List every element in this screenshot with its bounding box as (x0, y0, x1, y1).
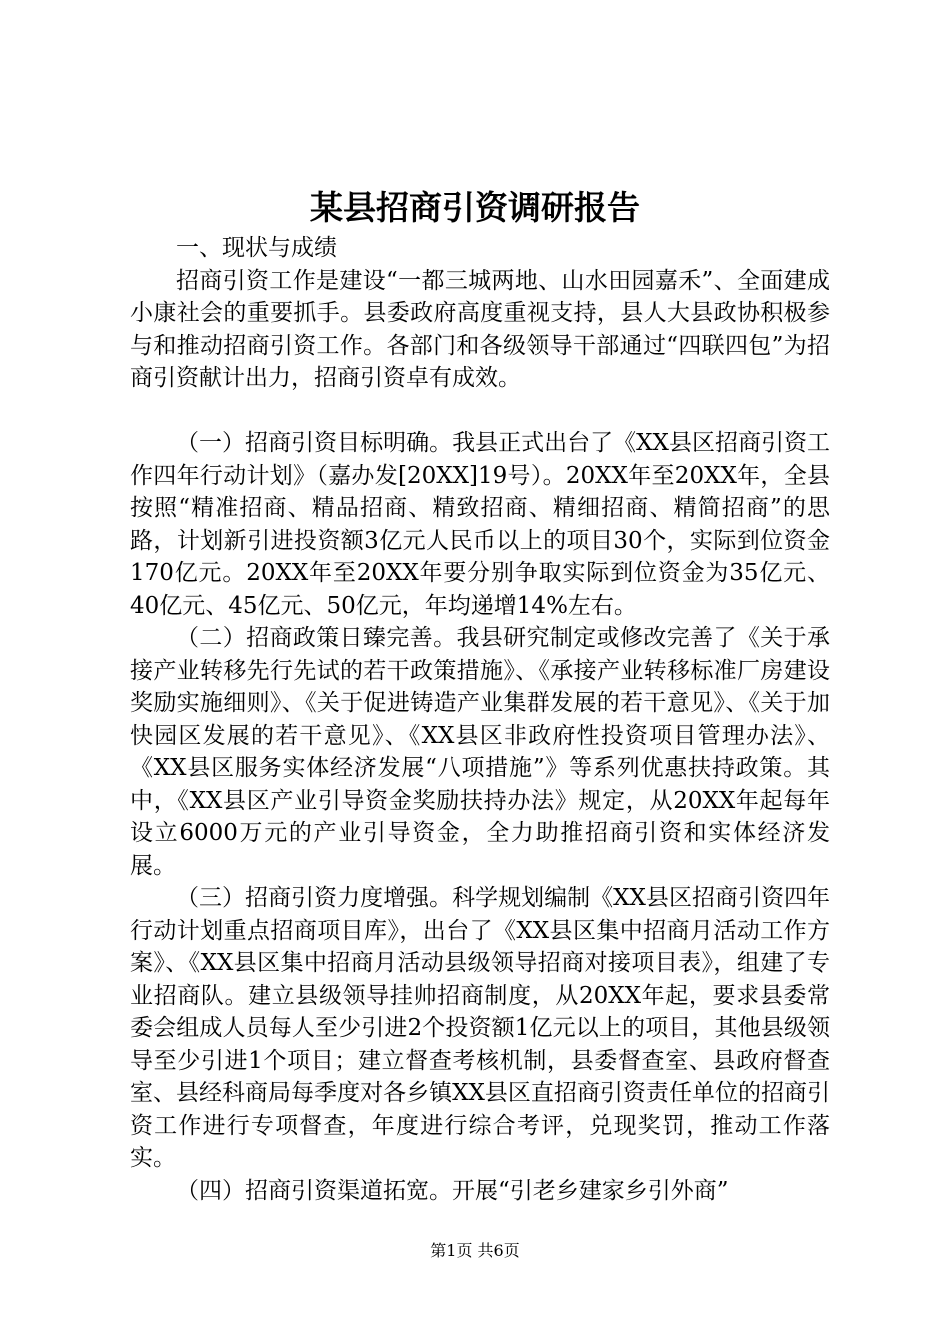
section-heading: 一、现状与成绩 (176, 235, 337, 261)
document-body (130, 232, 830, 1207)
paragraph-goals: （一）招商引资目标明确。我县正式出台了《XX县区招商引资工作四年行动计划》（嘉办发[20XX]19号）。20XX年至20XX年，全县按照“精准招商、精品招商、精致招商、精细招商、精简招商”的思路，计划新引进投资额3亿元人民币以上的项目30个，实际到位资金170亿元。20XX年至20XX年要分别争取实际到位资金为35亿元、40亿元、45亿元、50亿元，年均递增14%左右。 (130, 430, 830, 619)
paragraph-efforts: （三）招商引资力度增强。科学规划编制《XX县区招商引资四年行动计划重点招商项目库》，出台了《XX县区集中招商月活动工作方案》、《XX县区集中招商月活动县级领导招商对接项目表》，组建了专业招商队。建立县级领导挂帅招商制度，从20XX年起，要求县委常委会组成人员每人至少引进2个投资额1亿元以上的项目，其他县级领导至少引进1个项目；建立督查考核机制，县委督查室、县政府督查室、县经科商局每季度对各乡镇XX县区直招商引资责任单位的招商引资工作进行专项督查，年度进行综合考评，兑现奖罚，推动工作落实。 (130, 885, 830, 1171)
paragraph-policies: （二）招商政策日臻完善。我县研究制定或修改完善了《关于承接产业转移先行先试的若干政策措施》、《承接产业转移标准厂房建设奖励实施细则》、《关于促进铸造产业集群发展的若干意见》、《关于加快园区发展的若干意见》、《XX县区非政府性投资项目管理办法》、《XX县区服务实体经济发展“八项措施”》等系列优惠扶持政策。其中，《XX县区产业引导资金奖励扶持办法》规定，从20XX年起每年设立6000万元的产业引导资金，全力助推招商引资和实体经济发展。 (130, 625, 830, 879)
paragraph-intro: 招商引资工作是建设“一都三城两地、山水田园嘉禾”、全面建成小康社会的重要抓手。县委政府高度重视支持，县人大县政协积极参与和推动招商引资工作。各部门和各级领导干部通过“四联四包”为招商引资献计出力，招商引资卓有成效。 (130, 267, 830, 391)
document-title: 某县招商引资调研报告 (310, 188, 640, 227)
paragraph-channels: （四）招商引资渠道拓宽。开展“引老乡建家乡引外商” (176, 1177, 729, 1204)
page-footer: 第1页 共6页 (430, 1241, 520, 1260)
